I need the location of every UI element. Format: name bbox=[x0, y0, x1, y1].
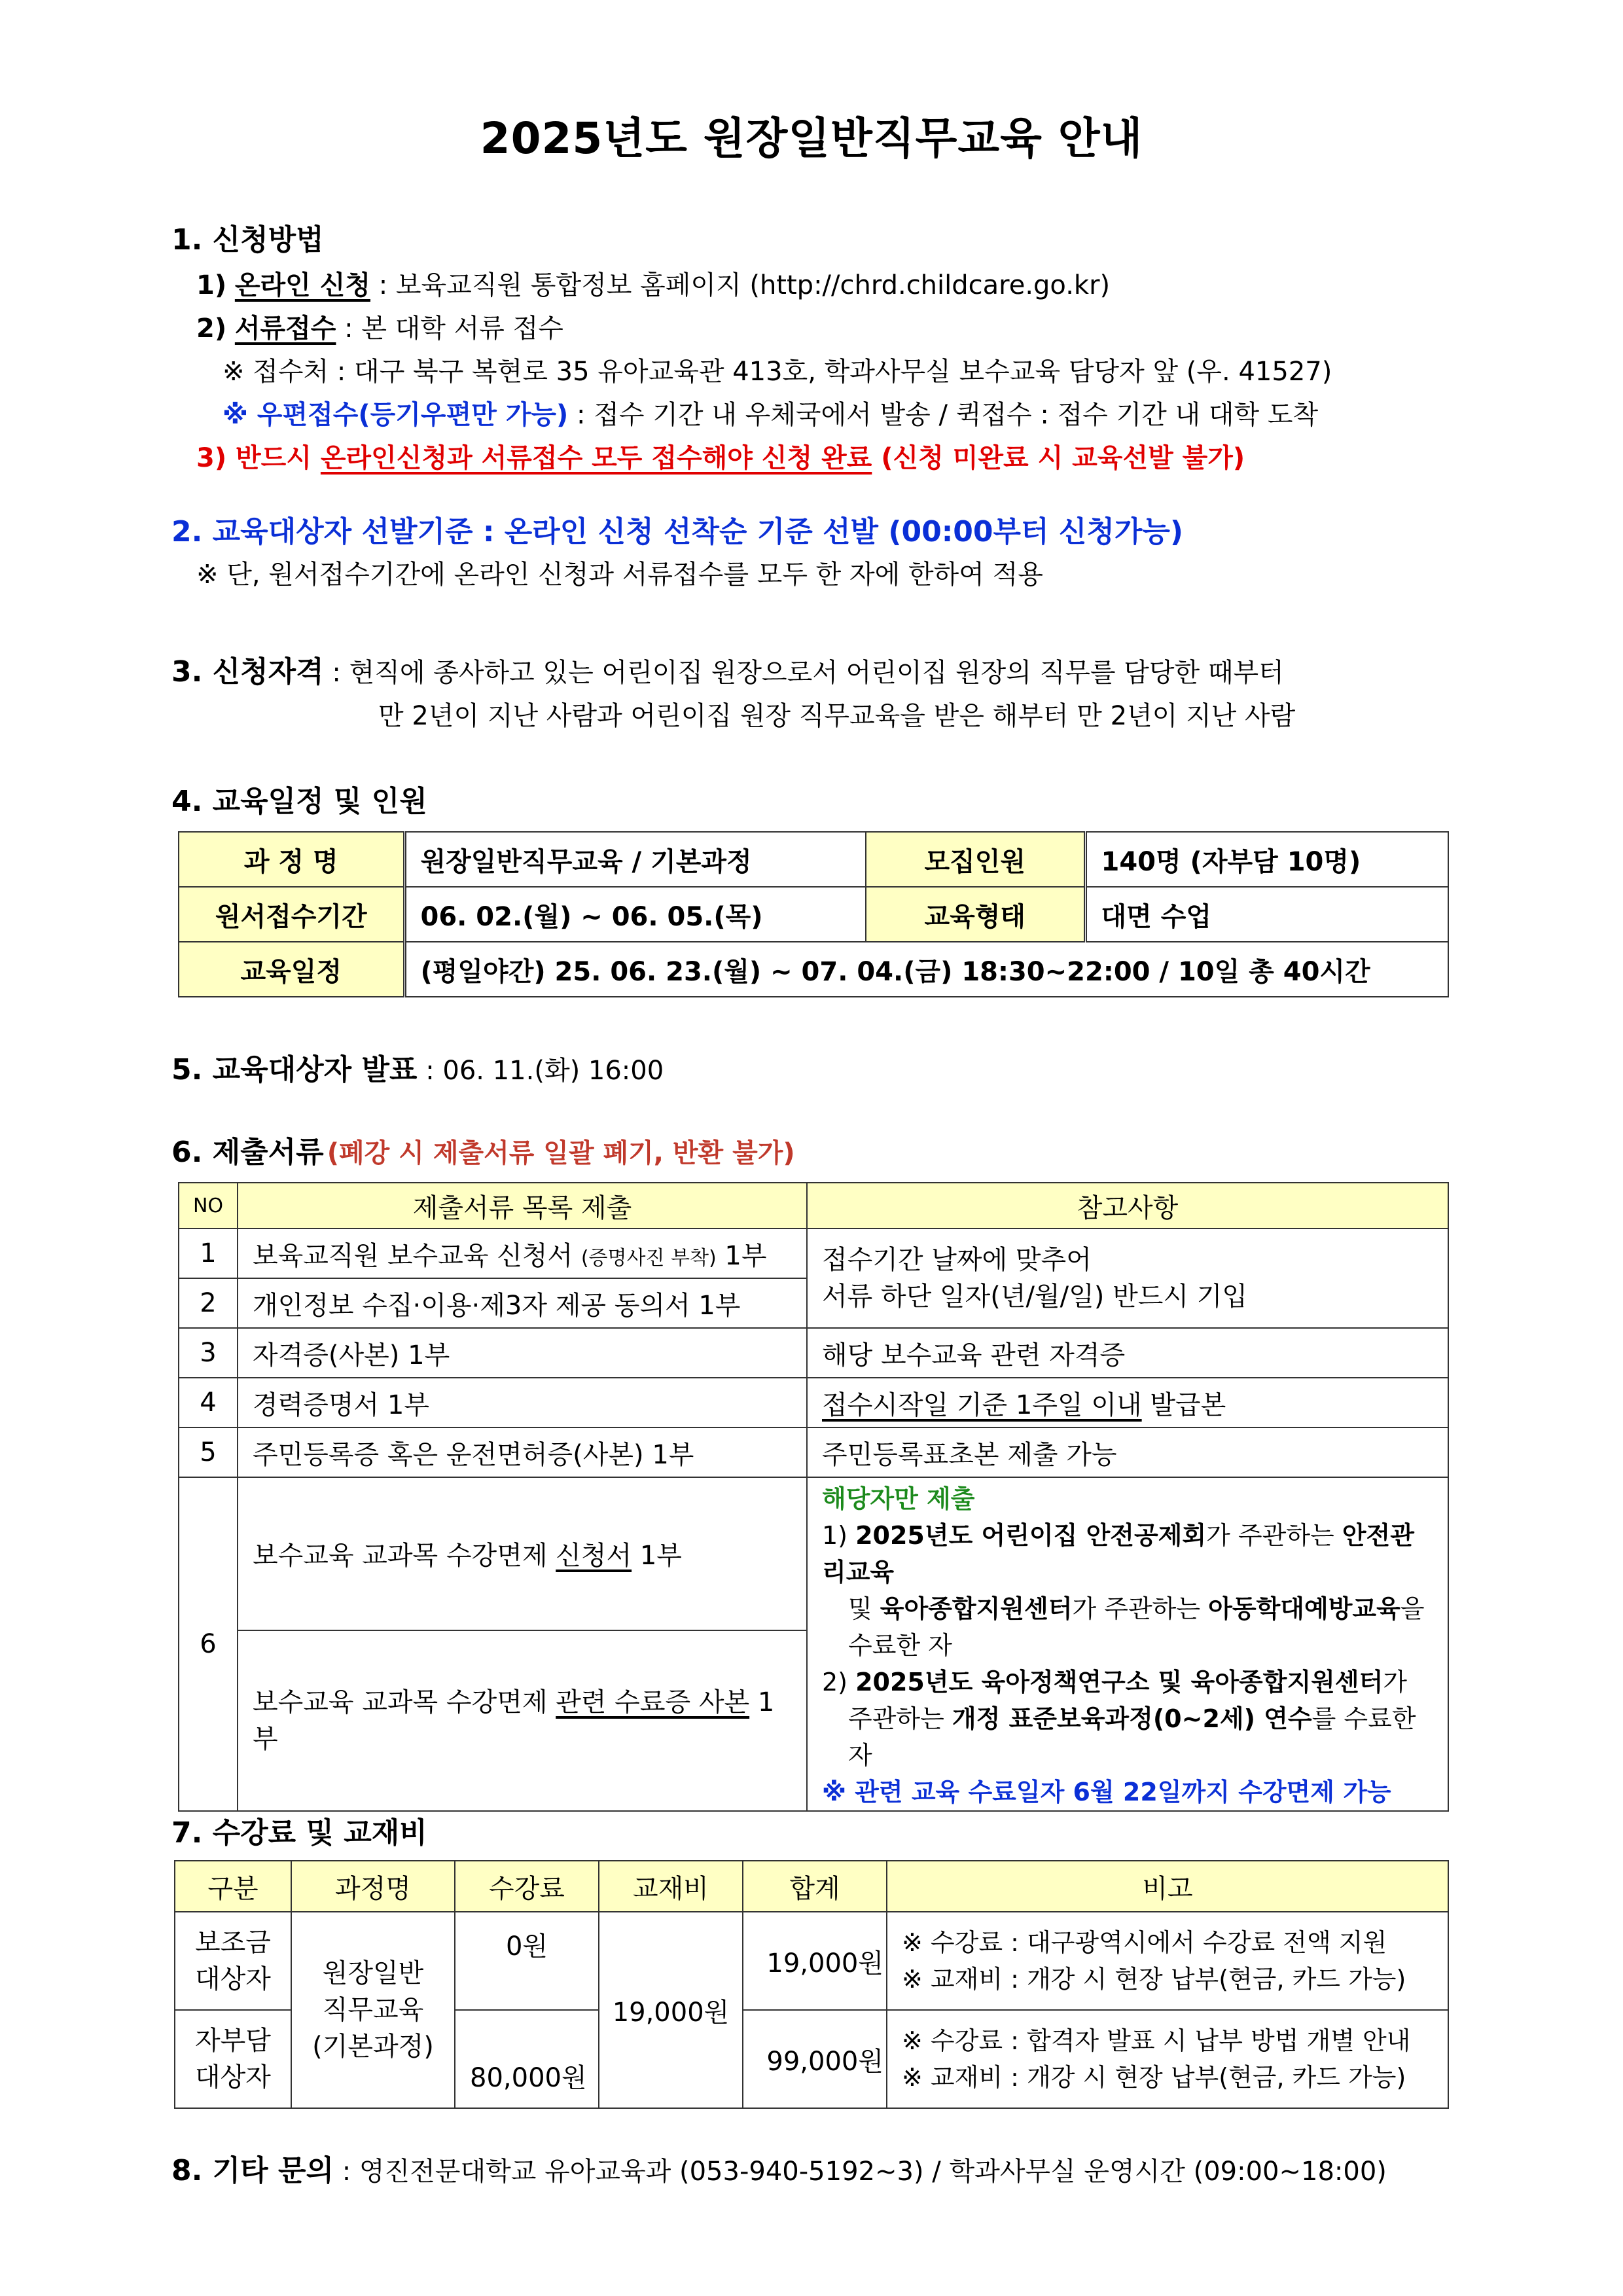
section-6-line bbox=[171, 1128, 795, 1170]
row-6-note-2-b: 가 bbox=[1383, 1668, 1408, 1696]
row-6a-doc-text: 보수교육 교과목 수강면제 bbox=[253, 1541, 556, 1571]
subsidy-total: 19,000원 bbox=[743, 1912, 887, 2010]
col-no-header: NO bbox=[179, 1183, 238, 1229]
document-submit-label: 서류접수 bbox=[234, 314, 336, 344]
apply-period-value: 06. 02.(월) ~ 06. 05.(목) bbox=[404, 887, 866, 942]
must-complete-underlined: 온라인신청과 서류접수 모두 접수해야 신청 완료 bbox=[320, 443, 872, 473]
col-doc-header: 제출서류 목록 제출 bbox=[238, 1183, 807, 1229]
subsidy-group-line-2: 대상자 bbox=[195, 1964, 271, 1994]
row-1-doc-text: 보육교직원 보수교육 신청서 bbox=[253, 1240, 573, 1271]
section-3-heading: 3. 신청자격 bbox=[171, 655, 324, 689]
online-apply-text: : 보육교직원 통합정보 홈페이지 (http://chrd.childcare.go.kr) bbox=[370, 270, 1111, 300]
document-submit-line bbox=[196, 308, 563, 345]
col-note-header: 참고사항 bbox=[807, 1183, 1448, 1229]
course-name-value: 원장일반직무교육 / 기본과정 bbox=[404, 832, 866, 887]
fee-col-course: 과정명 bbox=[291, 1861, 455, 1912]
section-3-text-2: 만 2년이 지난 사람과 어린이집 원장 직무교육을 받은 해부터 만 2년이 지난 사람 bbox=[378, 701, 1296, 731]
section-5-heading: 5. 교육대상자 발표 bbox=[171, 1053, 418, 1086]
page-title: 2025년도 원장일반직무교육 안내 bbox=[480, 113, 1143, 164]
row-6-note-1-h: 을 bbox=[1400, 1594, 1425, 1623]
subsidy-remark-line-2: ※ 교재비 : 개강 시 현장 납부(현금, 카드 가능) bbox=[902, 1965, 1406, 1994]
schedule-label: 교육일정 bbox=[179, 942, 404, 997]
course-name-label: 과 정 명 bbox=[179, 832, 404, 887]
row-6a-doc-tail: 1부 bbox=[632, 1541, 682, 1571]
online-apply-line bbox=[196, 264, 1110, 302]
must-complete-suffix: (신청 미완료 시 교육선발 불가) bbox=[872, 443, 1245, 473]
apply-period-label: 원서접수기간 bbox=[179, 887, 404, 942]
row-1-2-note-line-2: 서류 하단 일자(년/월/일) 반드시 기입 bbox=[822, 1282, 1247, 1312]
row-6-note-item-2 bbox=[822, 1664, 1433, 1700]
row-3-no: 3 bbox=[179, 1328, 238, 1378]
section-3-line-1 bbox=[171, 648, 1284, 690]
must-complete-prefix: 3) 반드시 bbox=[196, 443, 321, 473]
fee-col-book: 교재비 bbox=[599, 1861, 743, 1912]
row-6b-doc bbox=[238, 1630, 807, 1811]
self-pay-remark bbox=[887, 2010, 1448, 2108]
postal-submit-text: : 접수 기간 내 우체국에서 발송 / 퀵접수 : 접수 기간 내 대학 도착 bbox=[568, 400, 1319, 430]
self-pay-remark-line-2: ※ 교재비 : 개강 시 현장 납부(현금, 카드 가능) bbox=[902, 2063, 1406, 2092]
row-3-doc: 자격증(사본) 1부 bbox=[238, 1328, 807, 1378]
row-2-doc: 개인정보 수집·이용·제3자 제공 동의서 1부 bbox=[238, 1278, 807, 1328]
row-4-note-tail: 발급본 bbox=[1141, 1390, 1226, 1420]
section-6-warning: (폐강 시 제출서류 일괄 폐기, 반환 불가) bbox=[327, 1138, 795, 1168]
row-1-doc-tail: 1부 bbox=[716, 1240, 767, 1271]
row-6-note-2-c: 주관하는 bbox=[848, 1704, 952, 1733]
fee-course-name bbox=[291, 1912, 455, 2108]
row-1-2-note-line-1: 접수기간 날짜에 맞추어 bbox=[822, 1245, 1092, 1275]
row-4-note bbox=[807, 1378, 1448, 1427]
row-2-no: 2 bbox=[179, 1278, 238, 1328]
document-submit-num: 2) bbox=[196, 314, 227, 344]
postal-submit-label: ※ 우편접수(등기우편만 가능) bbox=[223, 400, 569, 430]
subsidy-remark bbox=[887, 1912, 1448, 2010]
row-1-doc-small: (증명사진 부착) bbox=[580, 1246, 717, 1270]
row-6-note-1-c: 안전관리교육 bbox=[822, 1521, 1414, 1587]
section-6-heading: 6. 제출서류 bbox=[171, 1136, 324, 1169]
section-3-text-1: : 현직에 종사하고 있는 어린이집 원장으로서 어린이집 원장의 직무를 담당한 때부터 bbox=[323, 658, 1284, 688]
schedule-value: (평일야간) 25. 06. 23.(월) ~ 07. 04.(금) 18:30~22:00 / 10일 총 40시간 bbox=[404, 942, 1448, 997]
row-6-note-item-1 bbox=[822, 1517, 1433, 1590]
row-5-doc: 주민등록증 혹은 운전면허증(사본) 1부 bbox=[238, 1427, 807, 1477]
fee-col-tuition: 수강료 bbox=[455, 1861, 599, 1912]
online-apply-num: 1) bbox=[196, 270, 227, 300]
row-6-no: 6 bbox=[179, 1477, 238, 1811]
row-1-doc bbox=[238, 1229, 807, 1278]
row-6-note-1-d: 및 bbox=[848, 1594, 880, 1623]
subsidy-group-line-1: 보조금 bbox=[195, 1928, 271, 1958]
section-5-text: : 06. 11.(화) 16:00 bbox=[417, 1056, 664, 1086]
row-6-note-item-1-cont bbox=[822, 1590, 1433, 1627]
self-pay-group bbox=[175, 2010, 291, 2108]
row-6b-doc-text: 보수교육 교과목 수강면제 bbox=[253, 1687, 556, 1717]
row-6b-doc-tail: 1부 bbox=[253, 1687, 775, 1754]
fee-course-line-2: 직무교육 bbox=[322, 1995, 424, 2025]
section-4-heading: 4. 교육일정 및 인원 bbox=[171, 785, 427, 818]
education-form-value: 대면 수업 bbox=[1085, 887, 1448, 942]
row-6b-doc-underlined: 관련 수료증 사본 bbox=[556, 1687, 750, 1717]
row-6-note-heading: 해당자만 제출 bbox=[822, 1484, 975, 1513]
fee-col-remark: 비고 bbox=[887, 1861, 1448, 1912]
section-7-heading: 7. 수강료 및 교재비 bbox=[171, 1816, 427, 1850]
row-6-note-1-num: 1) bbox=[822, 1521, 856, 1550]
documents-table bbox=[178, 1182, 1449, 1812]
section-8-heading: 8. 기타 문의 bbox=[171, 2154, 334, 2187]
subsidy-remark-line-1: ※ 수강료 : 대구광역시에서 수강료 전액 지원 bbox=[902, 1928, 1387, 1957]
fee-course-line-1: 원장일반 bbox=[322, 1958, 424, 1988]
row-3-note: 해당 보수교육 관련 자격증 bbox=[807, 1328, 1448, 1378]
fee-table bbox=[174, 1860, 1449, 2109]
row-1-2-note bbox=[807, 1229, 1448, 1328]
row-6-note-1-a: 2025년도 어린이집 안전공제회 bbox=[855, 1521, 1207, 1550]
row-4-doc: 경력증명서 1부 bbox=[238, 1378, 807, 1427]
row-6-note-2-a: 2025년도 육아정책연구소 및 육아종합지원센터 bbox=[855, 1668, 1383, 1696]
row-6-note-1-b: 가 주관하는 bbox=[1206, 1521, 1342, 1550]
row-6-note-2-e: 를 수료한 자 bbox=[848, 1704, 1416, 1770]
self-pay-total: 99,000원 bbox=[743, 2010, 887, 2108]
row-6-note-1-f: 가 주관하는 bbox=[1072, 1594, 1209, 1623]
fee-course-line-3: (기본과정) bbox=[312, 2032, 434, 2062]
subsidy-group bbox=[175, 1912, 291, 2010]
schedule-table bbox=[178, 831, 1449, 997]
row-6a-doc bbox=[238, 1477, 807, 1630]
fee-col-type: 구분 bbox=[175, 1861, 291, 1912]
document-submit-text: : 본 대학 서류 접수 bbox=[336, 314, 563, 344]
postal-submit-line bbox=[223, 394, 1318, 431]
submit-address: ※ 접수처 : 대구 북구 복현로 35 유아교육관 413호, 학과사무실 보수교육 담당자 앞 (우. 41527) bbox=[223, 357, 1332, 387]
row-6-note-1-g: 아동학대예방교육 bbox=[1208, 1594, 1400, 1623]
row-5-note: 주민등록표초본 제출 가능 bbox=[807, 1427, 1448, 1477]
self-pay-tuition: 80,000원 bbox=[455, 2010, 599, 2108]
row-6-note-2-d: 개정 표준보육과정(0~2세) 연수 bbox=[952, 1704, 1312, 1733]
self-pay-remark-line-1: ※ 수강료 : 합격자 발표 시 납부 방법 개별 안내 bbox=[902, 2026, 1411, 2055]
row-1-no: 1 bbox=[179, 1229, 238, 1278]
row-6-note-2-num: 2) bbox=[822, 1668, 856, 1696]
section-1-heading: 1. 신청방법 bbox=[171, 223, 324, 257]
book-fee: 19,000원 bbox=[599, 1912, 743, 2108]
education-form-label: 교육형태 bbox=[866, 887, 1085, 942]
recruit-label: 모집인원 bbox=[866, 832, 1085, 887]
row-6-note bbox=[807, 1477, 1448, 1811]
row-4-no: 4 bbox=[179, 1378, 238, 1427]
row-5-no: 5 bbox=[179, 1427, 238, 1477]
row-6a-doc-underlined: 신청서 bbox=[556, 1541, 632, 1571]
fee-col-total: 합계 bbox=[743, 1861, 887, 1912]
row-6-note-item-2-cont bbox=[822, 1700, 1433, 1774]
section-2-note: ※ 단, 원서접수기간에 온라인 신청과 서류접수를 모두 한 자에 한하여 적용 bbox=[196, 560, 1043, 590]
must-complete-line bbox=[196, 437, 1245, 475]
row-6-note-footer: ※ 관련 교육 수료일자 6월 22일까지 수강면제 가능 bbox=[822, 1778, 1391, 1806]
row-6-note-1-i: 수료한 자 bbox=[848, 1631, 952, 1660]
row-4-note-underlined: 접수시작일 기준 1주일 이내 bbox=[822, 1390, 1142, 1420]
section-2-heading: 2. 교육대상자 선발기준 : 온라인 신청 선착순 기준 선발 (00:00부터 신청가능) bbox=[171, 515, 1183, 548]
section-5-line bbox=[171, 1046, 664, 1088]
row-6-note-1-e: 육아종합지원센터 bbox=[880, 1594, 1073, 1623]
self-pay-group-line-1: 자부담 bbox=[195, 2026, 271, 2056]
section-8-line bbox=[171, 2147, 1387, 2189]
self-pay-group-line-2: 대상자 bbox=[195, 2062, 271, 2092]
recruit-value: 140명 (자부담 10명) bbox=[1085, 832, 1448, 887]
online-apply-label: 온라인 신청 bbox=[234, 270, 370, 300]
subsidy-tuition: 0원 bbox=[455, 1912, 599, 2010]
section-8-text: : 영진전문대학교 유아교육과 (053-940-5192~3) / 학과사무실 운영시간 (09:00~18:00) bbox=[333, 2157, 1387, 2187]
